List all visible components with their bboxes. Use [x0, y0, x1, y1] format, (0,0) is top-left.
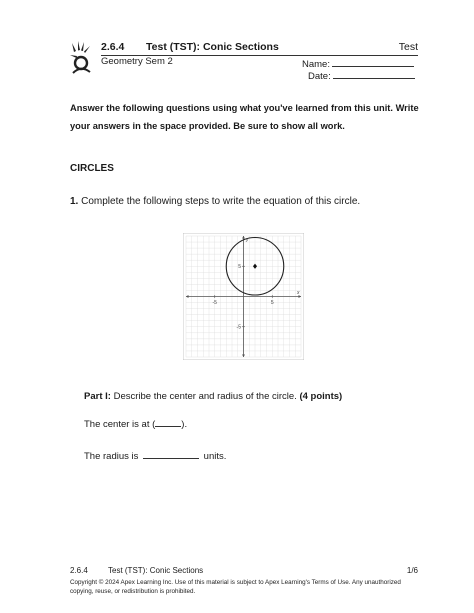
- y-axis-label: y: [246, 237, 249, 243]
- footer-page: 1/6: [406, 566, 418, 575]
- center-blank[interactable]: [155, 417, 181, 427]
- header-type: Test: [398, 41, 418, 53]
- question-text: Complete the following steps to write the equation of this circle.: [78, 196, 361, 207]
- question-number: 1.: [70, 196, 79, 207]
- date-label: Date:: [308, 71, 331, 82]
- tick-label-x-pos5: 5: [270, 300, 274, 306]
- center-line: [84, 417, 187, 430]
- part-1-points: (4 points): [299, 391, 343, 402]
- course-name: Geometry Sem 2: [101, 56, 173, 67]
- copyright: Copyright © 2024 Apex Learning Inc. Use of this material is subject to Apex Learning's Terms of Use. Any unauthorized copying, reuse, or redistribution is prohibited.: [70, 579, 401, 595]
- x-axis-label: x: [297, 290, 300, 296]
- apex-logo-icon: [70, 41, 92, 75]
- center-suffix: ).: [181, 419, 188, 430]
- tick-label-y-neg5: -5: [236, 324, 241, 331]
- date-row: [308, 69, 415, 82]
- instructions: Answer the following questions using what you've learned from this unit. Write your answers in the space provided. Be sure to show all work.: [70, 103, 419, 131]
- footer-title: Test (TST): Conic Sections: [108, 566, 204, 575]
- name-field[interactable]: [332, 57, 414, 67]
- tick-label-x-neg5: -5: [212, 300, 217, 306]
- name-label: Name:: [302, 59, 330, 70]
- section-title: CIRCLES: [70, 163, 114, 174]
- tick-label-y-pos5: 5: [238, 264, 241, 271]
- radius-suffix: units.: [203, 451, 227, 462]
- part-1: [84, 391, 342, 402]
- circle-graph: [183, 233, 304, 360]
- part-1-label: Part I:: [84, 391, 111, 402]
- center-prefix: The center is at (: [84, 419, 156, 430]
- date-field[interactable]: [333, 69, 415, 79]
- header-code: 2.6.4: [101, 41, 125, 53]
- part-1-text: Describe the center and radius of the circle.: [110, 391, 300, 402]
- header-title: Test (TST): Conic Sections: [146, 41, 279, 53]
- radius-prefix: The radius is: [84, 451, 139, 462]
- radius-line: [84, 449, 226, 462]
- footer-code: 2.6.4: [70, 566, 88, 575]
- radius-blank[interactable]: [143, 449, 199, 459]
- graph-svg: [183, 233, 304, 360]
- question-1: [70, 196, 360, 207]
